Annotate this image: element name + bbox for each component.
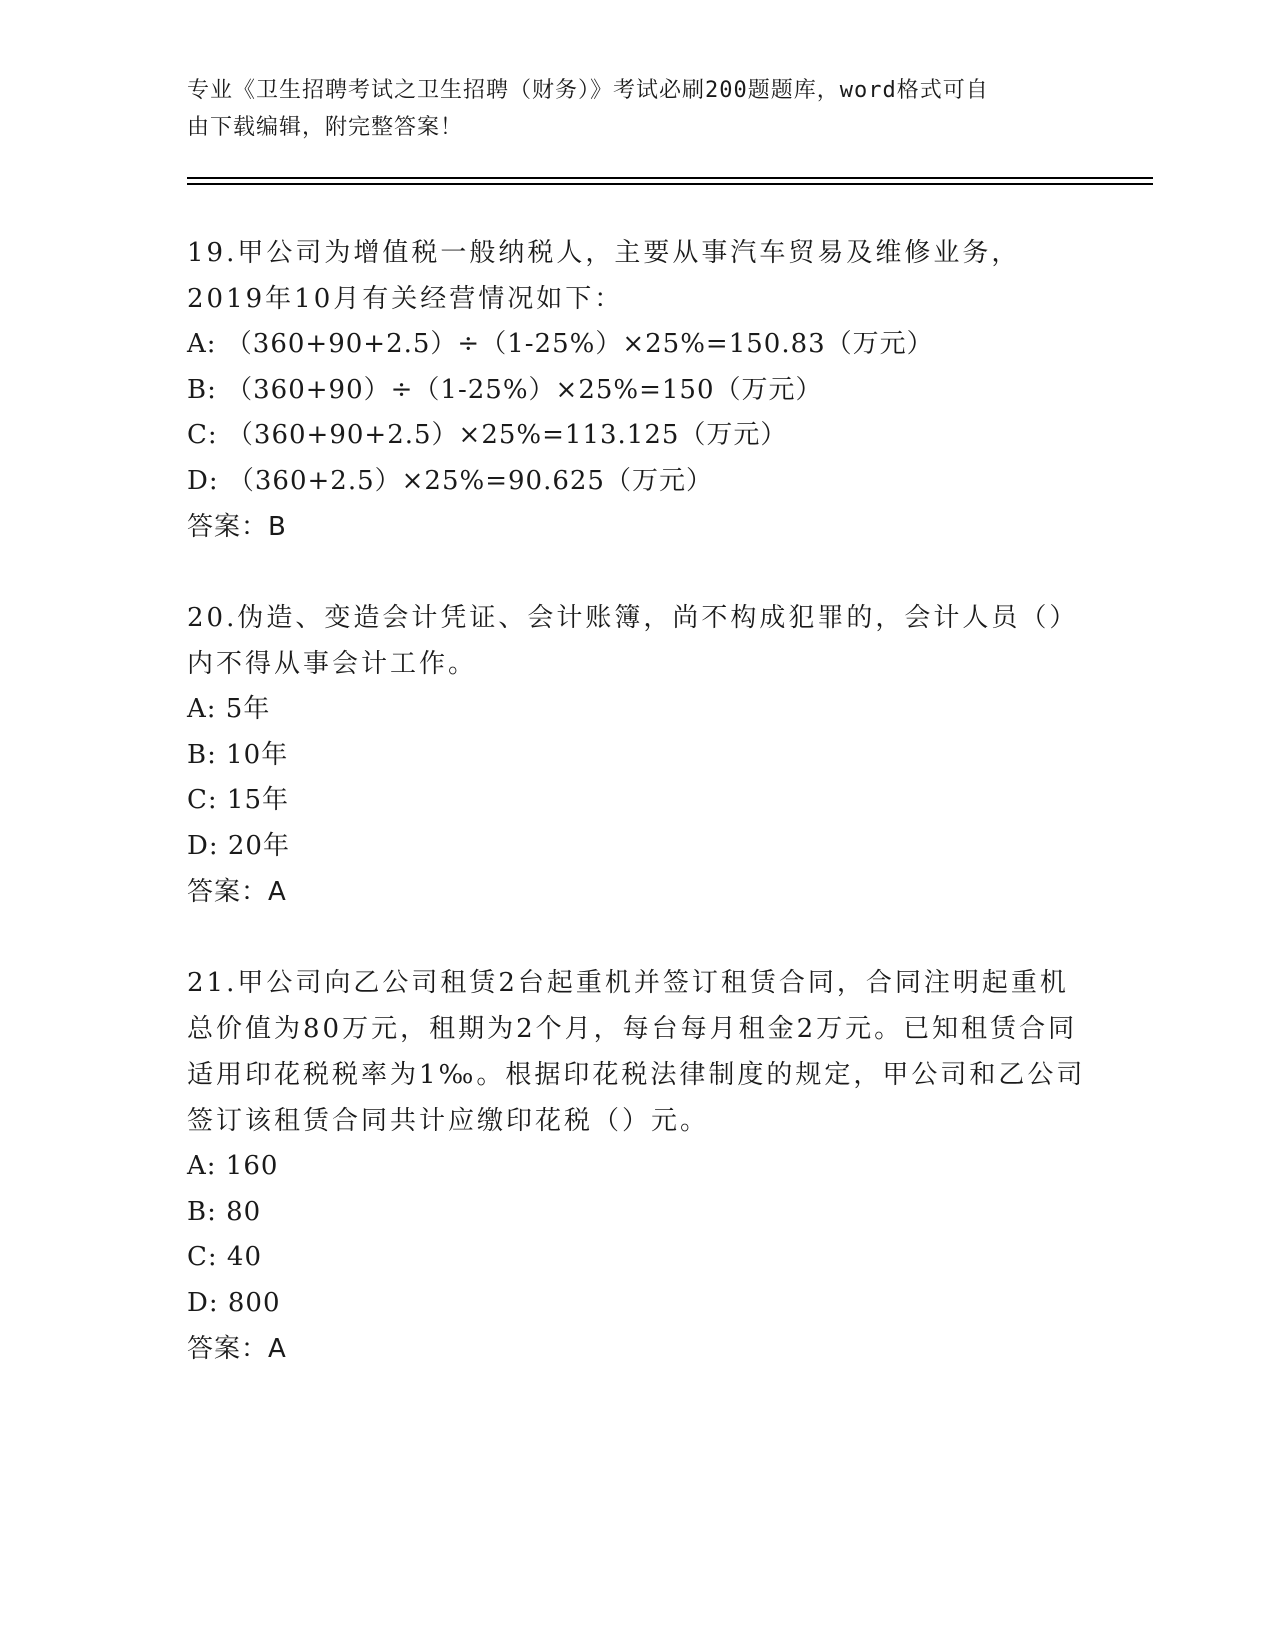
option-b: B: 10年 [187, 739, 289, 770]
answer-label: 答案：A [187, 877, 287, 907]
option-d: D: 20年 [187, 830, 290, 861]
option-d: D: 800 [187, 1287, 281, 1318]
option-c: C: 40 [187, 1242, 263, 1272]
option-d: D: （360+2.5）×25%=90.625（万元） [187, 465, 713, 496]
question-stem: 21.甲公司向乙公司租赁2台起重机并签订租赁合同，合同注明起重机总价值为80万元，租期为2个月，每台每月租金2万元。已知租赁合同适用印花税税率为1‰。根据印花税法律制度的规定，甲公司和乙公司签订该租赁合同共计应缴印花税（）元。 [187, 968, 1086, 1136]
answer-label: 答案：A [187, 1334, 287, 1364]
option-a: A: 5年 [187, 694, 271, 724]
answer-label: 答案：B [187, 512, 287, 542]
option-b: B: 80 [187, 1196, 262, 1227]
question-list [187, 230, 1087, 1417]
question-stem: 20.伪造、变造会计凭证、会计账簿，尚不构成犯罪的，会计人员（）内不得从事会计工作。 [187, 603, 1079, 679]
question-21 [187, 960, 1087, 1372]
header-rule-bottom [187, 183, 1153, 185]
option-a: A: 160 [187, 1151, 279, 1181]
header-line-2: 由下载编辑，附完整答案！ [187, 115, 464, 140]
option-a: A: （360+90+2.5）÷（1-25%）×25%=150.83（万元） [187, 329, 934, 359]
header-rule-top [187, 177, 1153, 179]
option-c: C: 15年 [187, 785, 290, 815]
option-c: C: （360+90+2.5）×25%=113.125（万元） [187, 420, 788, 450]
document-header [187, 72, 1067, 146]
question-19 [187, 230, 1087, 550]
header-line-1: 专业《卫生招聘考试之卫生招聘（财务）》考试必刷200题题库，word格式可自 [187, 78, 989, 103]
option-b: B: （360+90）÷（1-25%）×25%=150（万元） [187, 374, 823, 405]
question-20 [187, 595, 1087, 915]
question-stem: 19.甲公司为增值税一般纳税人，主要从事汽车贸易及维修业务，2019年10月有关经营情况如下： [187, 238, 1021, 314]
